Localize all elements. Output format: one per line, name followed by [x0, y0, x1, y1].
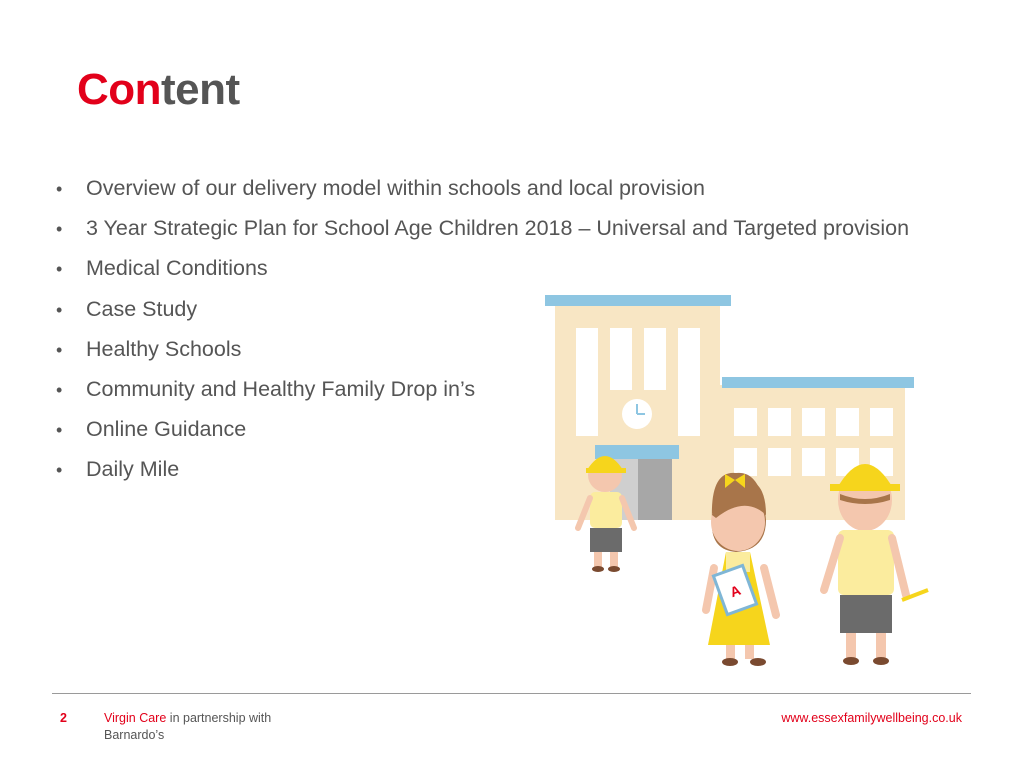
bullet-marker: •: [56, 420, 63, 441]
footer-brand: [104, 710, 271, 744]
bullet-text: Daily Mile: [86, 457, 180, 482]
bullet-item: [52, 208, 909, 248]
bullet-marker: •: [56, 219, 63, 240]
bullet-marker: •: [56, 339, 63, 360]
bullet-text: Community and Healthy Family Drop in’s: [86, 376, 476, 401]
website-link[interactable]: www.essexfamilywellbeing.co.uk: [781, 711, 962, 725]
school-children-illustration: [540, 290, 940, 680]
title-rest: tent: [161, 65, 240, 114]
footer-divider: [52, 693, 971, 694]
partner-name: Barnardo’s: [104, 728, 165, 742]
bullet-text: Medical Conditions: [86, 256, 268, 281]
bullet-marker: •: [56, 179, 63, 199]
tall-boy-figure: [824, 464, 928, 665]
page-title: [77, 62, 240, 118]
bullet-text: 3 Year Strategic Plan for School Age Children 2018 – Universal and Targeted provision: [86, 216, 910, 241]
bullet-text: Overview of our delivery model within schools and local provision: [86, 176, 706, 200]
bullet-text: Case Study: [86, 296, 198, 321]
bullet-item: [52, 168, 909, 208]
page-number: 2: [60, 711, 67, 725]
book-letter: A: [727, 581, 743, 601]
brand-suffix: in partnership with: [166, 711, 272, 725]
bullet-marker: •: [56, 379, 63, 400]
title-accent: Con: [77, 65, 162, 114]
bullet-marker: •: [56, 259, 63, 280]
brand-name: Virgin Care: [104, 711, 167, 725]
bullet-text: Healthy Schools: [86, 336, 242, 361]
bullet-text: Online Guidance: [86, 417, 247, 442]
bullet-marker: •: [56, 460, 63, 481]
bullet-item: [52, 248, 909, 288]
bullet-marker: •: [56, 299, 63, 320]
